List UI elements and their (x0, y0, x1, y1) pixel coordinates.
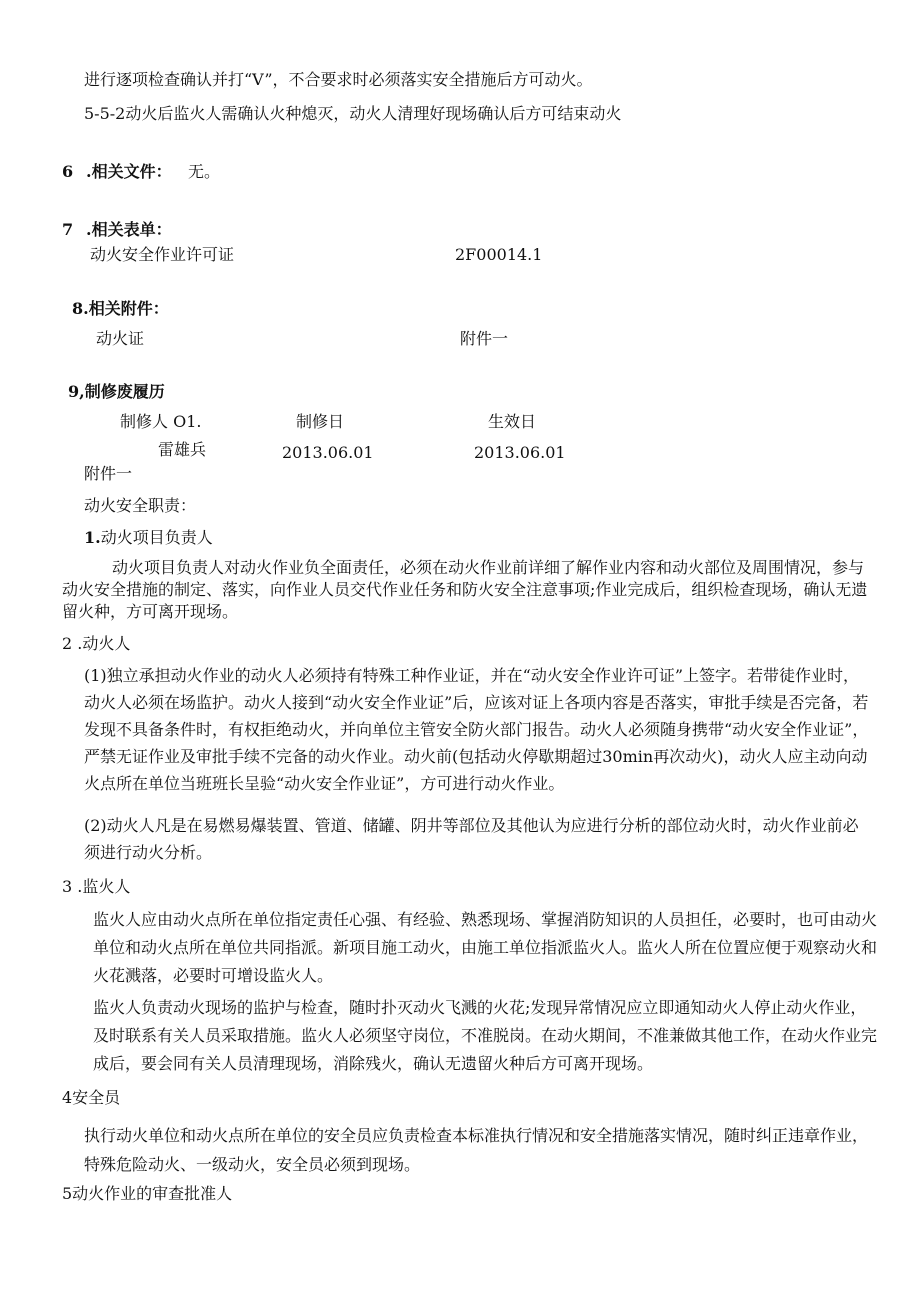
section-6-title: .相关文件： (86, 162, 172, 181)
duty-2-paragraph-1: (1)独立承担动火作业的动火人必须持有特殊工种作业证，并在“动火安全作业许可证”上签字。若带徒作业时，动火人必须在场监护。动火人接到“动火安全作业证”后，应该对证上各项内容是否落实，审批手续是否完备，若发现不具备条件时，有权拒绝动火，并向单位主管安全防火部门报告。动火人必须随身携带“动火安全作业证”，严禁无证作业及审批手续不完备的动火作业。动火前(包括动火停歇期超过30min再次动火)，动火人应主动向动火点所在单位当班班长呈验“动火安全作业证”，方可进行动火作业。 (84, 666, 869, 793)
continuation-line-1: 进行逐项检查确认并打“V”，不合要求时必须落实安全措施后方可动火。 (84, 70, 593, 89)
duty-3-heading: 3 .监火人 (62, 877, 131, 896)
duty-1-number: 1. (84, 528, 101, 547)
duty-1-title: 动火项目负责人 (100, 528, 213, 547)
duty-2-paragraph-2: (2)动火人凡是在易燃易爆装置、管道、储罐、阴井等部位及其他认为应进行分析的部位动火时，动火作业前必须进行动火分析。 (84, 816, 859, 862)
duty-1-text: 动火项目负责人对动火作业负全面责任，必须在动火作业前详细了解作业内容和动火部位及周围情况，参与动火安全措施的制定、落实，向作业人员交代作业任务和防火安全注意事项;作业完成后，组织检查现场，确认无遗留火种，方可离开现场。 (62, 558, 868, 621)
section-7-title: .相关表单： (86, 220, 172, 239)
duty-3-paragraph-1: 监火人应由动火点所在单位指定责任心强、有经验、熟悉现场、掌握消防知识的人员担任，必要时，也可由动火单位和动火点所在单位共同指派。新项目施工动火，由施工单位指派监火人。监火人所在位置应便于观察动火和火花溅落，必要时可增设监火人。 (93, 910, 878, 985)
section-8-title: 8.相关附件： (72, 299, 169, 318)
section-7-form-code: 2F00014.1 (455, 245, 543, 264)
continuation-line-2: 5-5-2动火后监火人需确认火种熄灭，动火人清理好现场确认后方可结束动火 (84, 104, 622, 123)
appendix-title: 动火安全职责： (84, 496, 197, 515)
revision-header-effective: 生效日 (488, 412, 537, 431)
section-8-attachment-ref: 附件一 (460, 329, 509, 348)
duty-2-heading: 2 .动火人 (62, 634, 131, 653)
section-9-title: 9,制修废履历 (68, 382, 165, 401)
duty-4-text: 执行动火单位和动火点所在单位的安全员应负责检查本标准执行情况和安全措施落实情况，随时纠正违章作业，特殊危险动火、一级动火，安全员必须到现场。 (84, 1126, 869, 1174)
revision-header-who: 制修人 O1. (120, 412, 202, 431)
duty-3-paragraph-2: 监火人负责动火现场的监护与检查，随时扑灭动火飞溅的火花;发现异常情况应立即通知动火人停止动火作业，及时联系有关人员采取措施。监火人必须坚守岗位，不准脱岗。在动火期间，不准兼做其他工作，在动火作业完成后，要会同有关人员清理现场，消除残火，确认无遗留火种后方可离开现场。 (93, 998, 878, 1073)
revision-row-date: 2013.06.01 (282, 443, 374, 462)
revision-header-date: 制修日 (296, 412, 345, 431)
revision-row-who: 雷雄兵 (158, 440, 207, 459)
duty-5-heading: 5动火作业的审查批准人 (62, 1184, 233, 1203)
section-7-form-name: 动火安全作业许可证 (90, 245, 235, 264)
duty-1-heading (84, 528, 213, 548)
section-7-number: 7 (62, 220, 74, 239)
appendix-label: 附件一 (84, 464, 133, 483)
section-6-number: 6 (62, 162, 74, 181)
duty-4-heading: 4安全员 (62, 1088, 121, 1107)
section-6-text: 无。 (188, 162, 221, 181)
revision-row-effective: 2013.06.01 (474, 443, 566, 462)
section-8-attachment-name: 动火证 (96, 329, 145, 348)
